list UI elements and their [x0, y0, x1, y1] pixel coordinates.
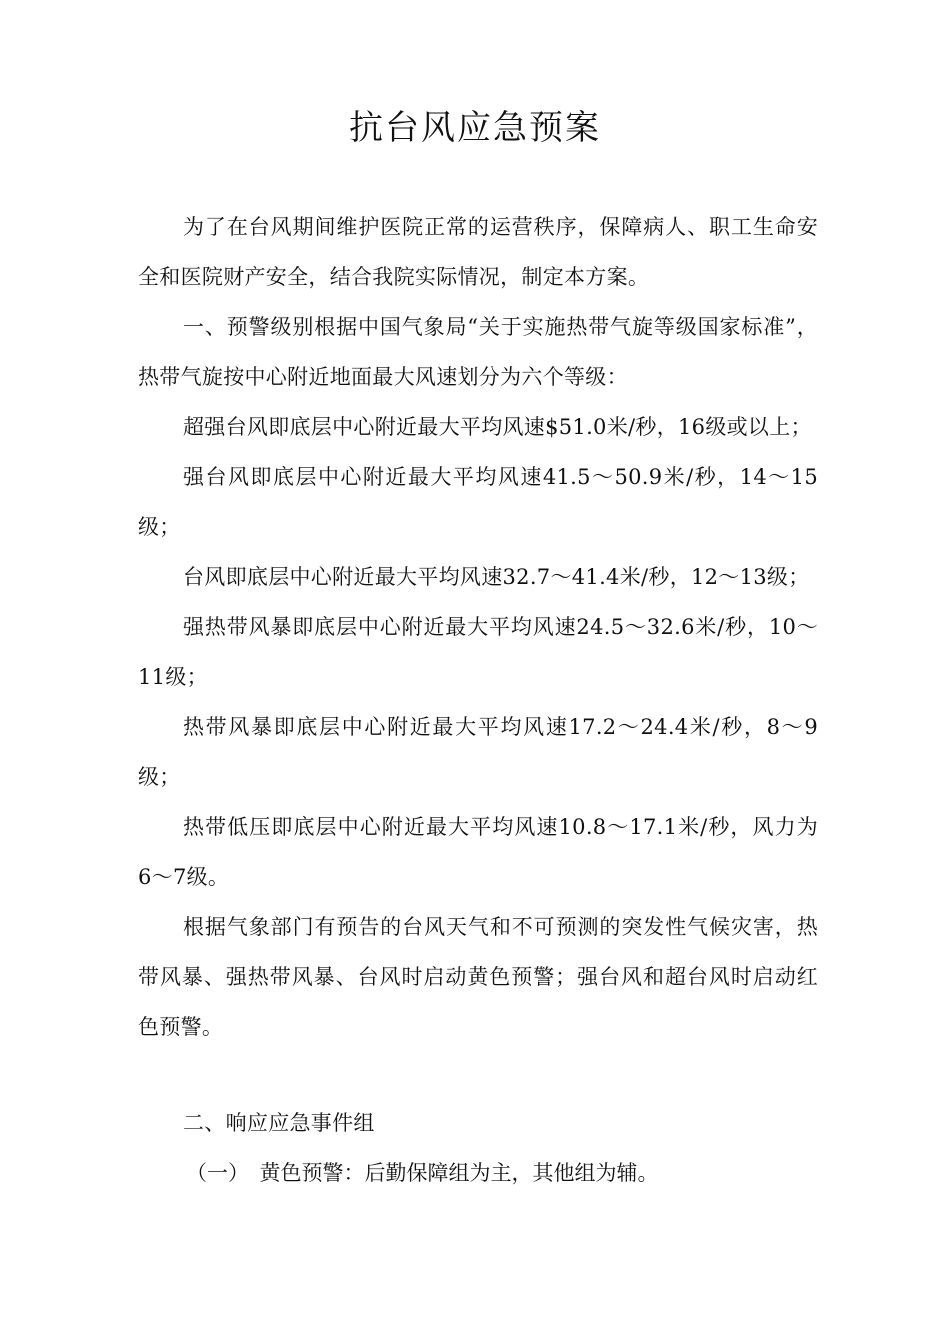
section-2-heading: 二、响应应急事件组 — [183, 1111, 375, 1135]
paragraph-warning-activation: 根据气象部门有预告的台风天气和不可预测的突发性气候灾害，热带风暴、强热带风暴、台风时启动黄色预警；强台风和超台风时启动红色预警。 — [138, 915, 818, 1039]
document-body — [138, 202, 818, 1198]
paragraph-tropical-storm: 热带风暴即底层中心附近最大平均风速17.2〜24.4米/秒，8〜9级； — [138, 715, 818, 789]
section-spacer — [138, 1052, 818, 1098]
paragraph-intro: 为了在台风期间维护医院正常的运营秩序，保障病人、职工生命安全和医院财产安全，结合我院实际情况，制定本方案。 — [138, 215, 818, 289]
document-title: 抗台风应急预案 — [349, 108, 601, 148]
paragraph-severe-tropical-storm: 强热带风暴即底层中心附近最大平均风速24.5〜32.6米/秒，10〜11级； — [138, 615, 818, 689]
paragraph-warning-levels: 一、预警级别根据中国气象局“关于实施热带气旋等级国家标准”，热带气旋按中心附近地面最大风速划分为六个等级： — [138, 315, 818, 389]
section-2-item-1: （一） 黄色预警：后勤保障组为主，其他组为辅。 — [186, 1161, 659, 1185]
paragraph-strong-typhoon: 强台风即底层中心附近最大平均风速41.5〜50.9米/秒，14〜15级； — [138, 465, 818, 539]
paragraph-super-typhoon: 超强台风即底层中心附近最大平均风速$51.0米/秒，16级或以上； — [183, 415, 812, 439]
paragraph-tropical-depression: 热带低压即底层中心附近最大平均风速10.8〜17.1米/秒，风力为6〜7级。 — [138, 815, 818, 889]
paragraph-typhoon: 台风即底层中心附近最大平均风速32.7〜41.4米/秒，12〜13级； — [183, 565, 810, 589]
